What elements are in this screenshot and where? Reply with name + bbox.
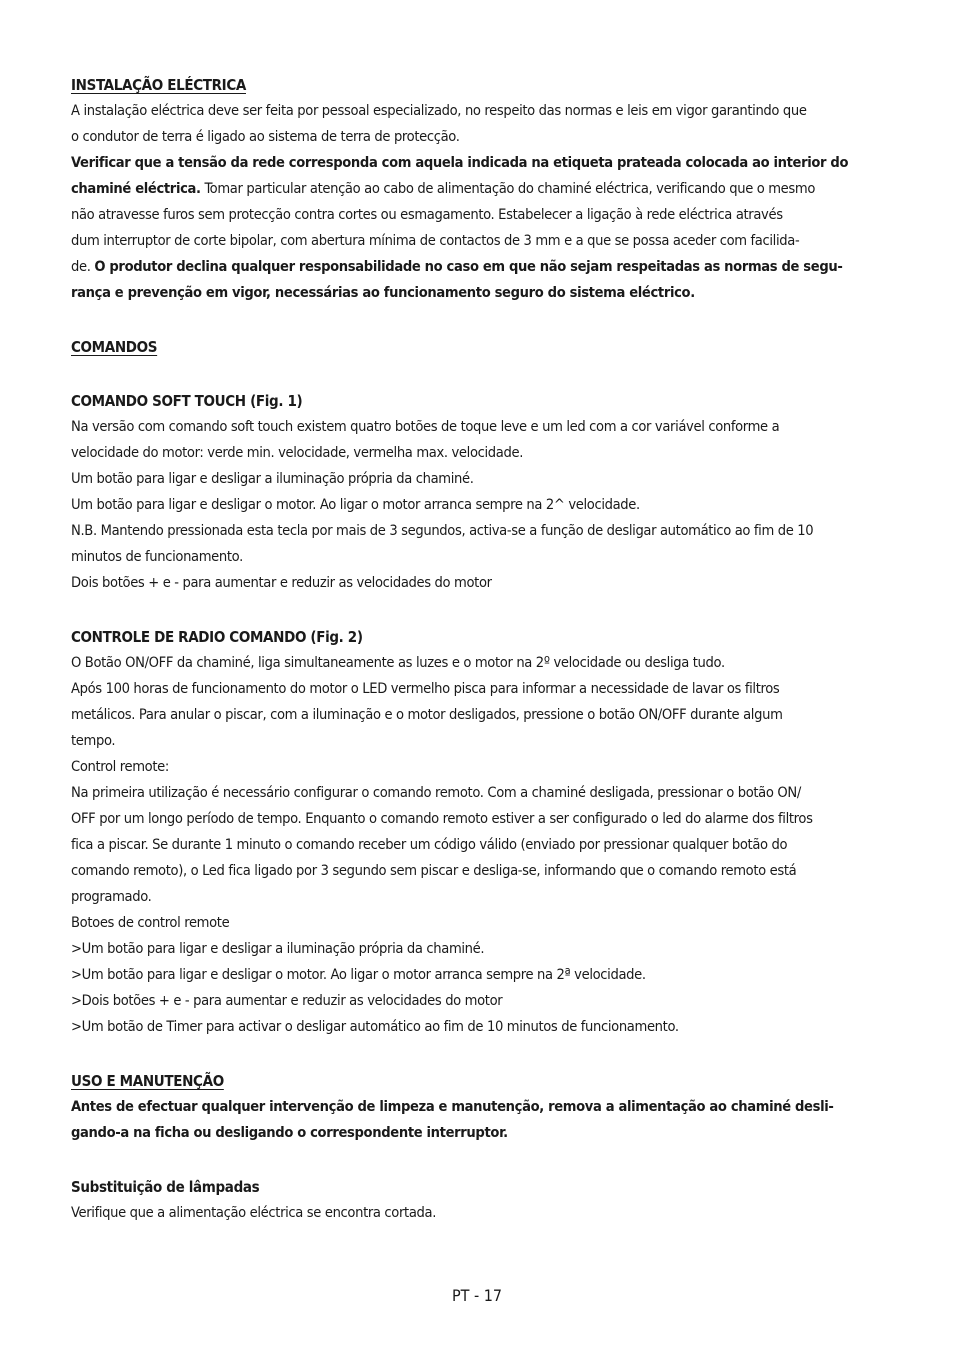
paragraph-line: comando remoto), o Led fica ligado por 3 segundo sem piscar e desliga-se, informando que o comando remoto está: [71, 862, 797, 879]
paragraph-line: não atravesse furos sem protecção contra cortes ou esmagamento. Estabelecer a ligação à rede eléctrica através: [71, 206, 783, 223]
paragraph-line: >Um botão para ligar e desligar a iluminação própria da chaminé.: [71, 940, 485, 957]
body-text: de.: [71, 258, 95, 275]
paragraph-line: OFF por um longo período de tempo. Enquanto o comando remoto estiver a ser configurado o led do alarme dos filtros: [71, 810, 813, 827]
warning-text: O produtor declina qualquer responsabilidade no caso em que não sejam respeitadas as normas de segu-: [94, 258, 843, 275]
paragraph-line: Na primeira utilização é necessário configurar o comando remoto. Com a chaminé desligada, pressionar o botão ON/: [71, 784, 801, 801]
spacer: [71, 306, 881, 334]
spacer: [71, 1146, 881, 1174]
warning-text: chaminé eléctrica.: [71, 180, 201, 197]
spacer: [71, 596, 881, 624]
paragraph-line: O Botão ON/OFF da chaminé, liga simultaneamente as luzes e o motor na 2º velocidade ou desliga tudo.: [71, 654, 725, 671]
subsection-title-radio: CONTROLE DE RADIO COMANDO (Fig. 2): [71, 628, 363, 646]
section-title-commands: COMANDOS: [71, 338, 158, 356]
spacer: [71, 1040, 881, 1068]
paragraph-line: Um botão para ligar e desligar o motor. Ao ligar o motor arranca sempre na 2^ velocidade.: [71, 496, 640, 513]
paragraph-line: Após 100 horas de funcionamento do motor o LED vermelho pisca para informar a necessidade de lavar os filtros: [71, 680, 780, 697]
paragraph-line: tempo.: [71, 732, 116, 749]
paragraph-line: [71, 254, 881, 280]
paragraph-line: N.B. Mantendo pressionada esta tecla por mais de 3 segundos, activa-se a função de desligar automático ao fim de 10: [71, 522, 814, 539]
subsection-title-lamps: Substituição de lâmpadas: [71, 1178, 260, 1196]
paragraph-line: Botoes de control remote: [71, 914, 230, 931]
warning-line: gando-a na ficha ou desligando o correspondente interruptor.: [71, 1124, 508, 1141]
paragraph-line: Verifique que a alimentação eléctrica se encontra cortada.: [71, 1204, 437, 1221]
soft-touch-body: [71, 414, 881, 596]
paragraph-line: Control remote:: [71, 758, 169, 775]
paragraph-line: Um botão para ligar e desligar a iluminação própria da chaminé.: [71, 470, 474, 487]
warning-line: rança e prevenção em vigor, necessárias ao funcionamento seguro do sistema eléctrico.: [71, 284, 695, 301]
section-title-maintenance: USO E MANUTENÇÃO: [71, 1072, 224, 1090]
paragraph-line: o condutor de terra é ligado ao sistema de terra de protecção.: [71, 128, 460, 145]
paragraph-line: Na versão com comando soft touch existem quatro botões de toque leve e um led com a cor variável conforme a: [71, 418, 780, 435]
paragraph-line: Dois botões + e - para aumentar e reduzir as velocidades do motor: [71, 574, 492, 591]
paragraph-line: >Um botão de Timer para activar o desligar automático ao fim de 10 minutos de funcionamento.: [71, 1018, 679, 1035]
paragraph-line: metálicos. Para anular o piscar, com a iluminação e o motor desligados, pressione o botão ON/OFF durante algum: [71, 706, 783, 723]
document-page: [71, 72, 881, 1226]
paragraph-line: >Dois botões + e - para aumentar e reduzir as velocidades do motor: [71, 992, 503, 1009]
paragraph-line: fica a piscar. Se durante 1 minuto o comando receber um código válido (enviado por pressionar qualquer botão do: [71, 836, 788, 853]
paragraph-line: A instalação eléctrica deve ser feita por pessoal especializado, no respeito das normas e leis em vigor garantindo que: [71, 102, 807, 119]
paragraph-line: >Um botão para ligar e desligar o motor. Ao ligar o motor arranca sempre na 2ª velocidade.: [71, 966, 646, 983]
paragraph-line: velocidade do motor: verde min. velocidade, vermelha max. velocidade.: [71, 444, 524, 461]
body-text: Tomar particular atenção ao cabo de alimentação do chaminé eléctrica, verificando que o mesmo: [200, 180, 816, 197]
subsection-title-soft-touch: COMANDO SOFT TOUCH (Fig. 1): [71, 392, 303, 410]
warning-line: Verificar que a tensão da rede corresponda com aquela indicada na etiqueta prateada colocada ao interior do: [71, 154, 849, 171]
paragraph-line: dum interruptor de corte bipolar, com abertura mínima de contactos de 3 mm e a que se possa aceder com facilida-: [71, 232, 800, 249]
paragraph-line: programado.: [71, 888, 152, 905]
paragraph-line: [71, 176, 881, 202]
page-number: PT - 17: [451, 1286, 503, 1305]
spacer: [71, 360, 881, 388]
warning-line: Antes de efectuar qualquer intervenção de limpeza e manutenção, remova a alimentação ao chaminé desli-: [71, 1098, 834, 1115]
paragraph-line: minutos de funcionamento.: [71, 548, 243, 565]
radio-body: [71, 650, 881, 1040]
section-title-electrical: INSTALAÇÃO ELÉCTRICA: [71, 76, 246, 94]
